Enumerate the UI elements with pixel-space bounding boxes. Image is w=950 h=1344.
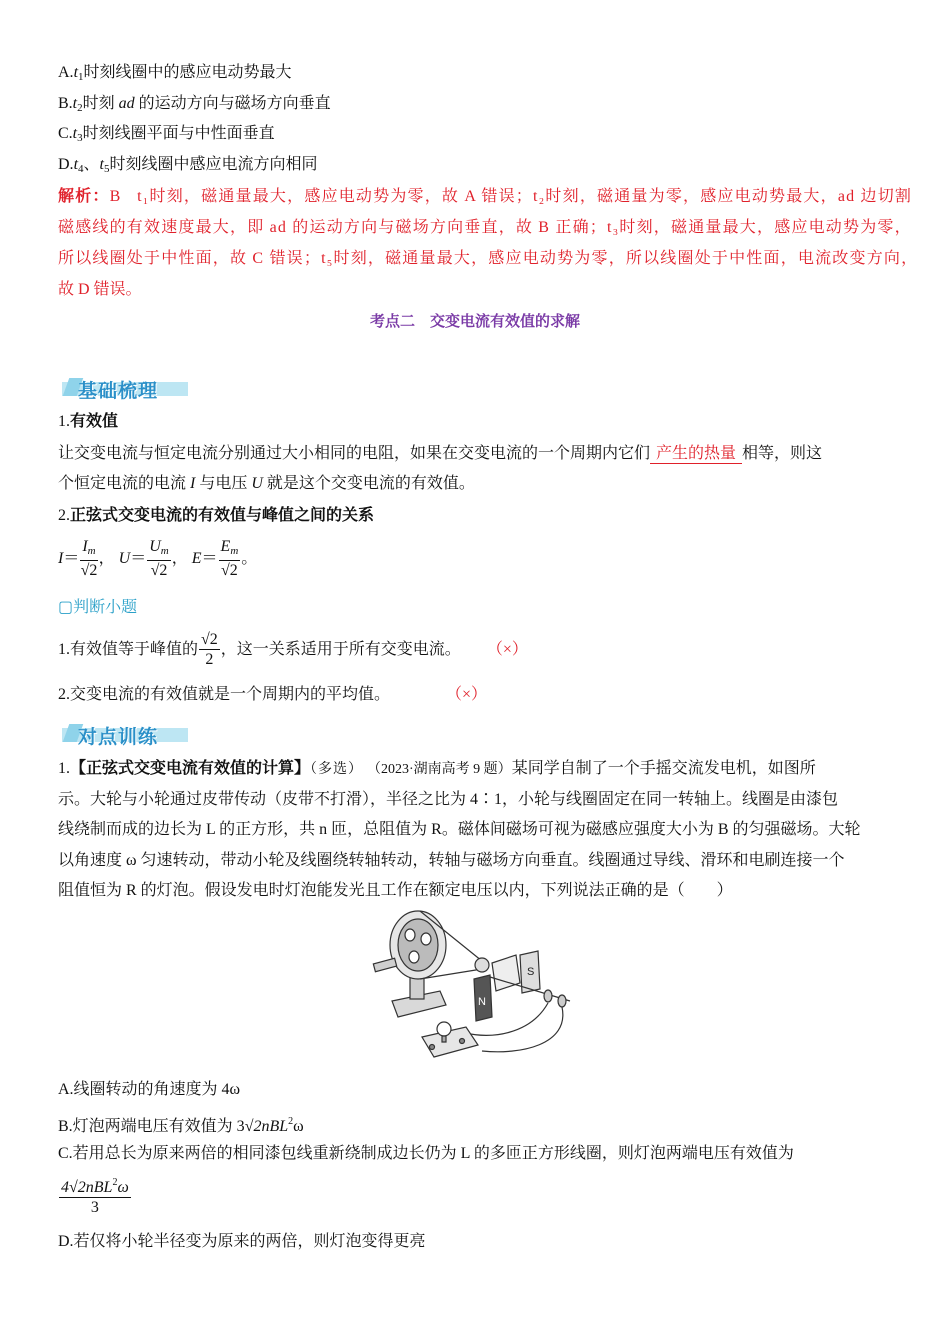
badge-practice: 对点训练 xyxy=(62,722,188,746)
option-c-formula: $\frac{4√2nBL^2\omega}{3}$ xyxy=(58,1174,132,1218)
option-c: C.若用总长为原来两倍的相同漆包线重新绕制成边长仍为 L 的多匝正方形线圈，则灯泡两端电压有效值为 xyxy=(58,1145,794,1162)
option-b: B.灯泡两端电压有效值为 3√2nBL$^2$ω xyxy=(58,1116,304,1135)
judge-q2-mark: （×） xyxy=(454,686,488,703)
coil xyxy=(492,955,520,991)
problem-line-5: 阻值恒为 R 的灯泡。假设发电时灯泡能发光且工作在额定电压以内，下列说法正确的是（ ） xyxy=(58,882,733,899)
item1-heading: 1.有效值 xyxy=(58,413,119,430)
option-a-top: $A.t_1$时刻线圈中的感应电动势最大 xyxy=(58,64,292,83)
generator-figure xyxy=(370,905,585,1065)
judge-title: ▢判断小题 xyxy=(58,599,138,616)
analysis-answer: B xyxy=(109,188,122,205)
analysis-line-3: 所以线圈处于中性面，故 C 错误；t₅时刻，磁通量最大，感应电动势为零，所以线圈处于中性面，电流改变方向， xyxy=(58,250,919,267)
judge-q1: 1.有效值等于峰值的 $\frac{√2}{2}$ ，这一关系适用于所有交变电流。 （×） xyxy=(58,630,528,668)
analysis-line-2: 磁感线的有效速度最大，即 ad 的运动方向与磁场方向垂直，故 B 正确；t₃时刻，磁通量最大，感应电动势为零， xyxy=(58,219,912,236)
analysis-line-1: 解析：B t₁时刻，磁通量最大，感应电动势为零，故 A 错误；t₂时刻，磁通量为零，感应电动势最大，ad 边切割 xyxy=(58,188,913,205)
option-c-top: $C.t_3$时刻线圈平面与中性面垂直 xyxy=(58,125,275,144)
crank-handle xyxy=(373,958,396,971)
option-d: D.若仅将小轮半径变为原来的两倍，则灯泡变得更亮 xyxy=(58,1233,426,1250)
item2-heading: 2.正弦式交变电流的有效值与峰值之间的关系 xyxy=(58,507,375,524)
option-b-top: $B.t_2$时刻 ad 的运动方向与磁场方向垂直 xyxy=(58,95,331,114)
problem-line-4: 以角速度 ω 匀速转动，带动小轮及线圈绕转轴转动，转轴与磁场方向垂直。线圈通过导线、滑环和电刷连接一个 xyxy=(58,852,845,869)
item1-para-line-2: 个恒定电流的电流 I 与电压 U 就是这个交变电流的有效值。 xyxy=(58,475,475,492)
item2-formula: I＝ $\frac{I_m}{√2}$ ， U＝ $\frac{U_m}{√2}$ ， E＝ $\frac{E_m}{√2}$ 。 xyxy=(58,537,258,579)
svg-text:N: N xyxy=(478,996,486,1008)
item1-para-line-1: 让交变电流与恒定电流分别通过大小相同的电阻，如果在交变电流的一个周期内它们 产生的热量 相等，则这 xyxy=(58,445,823,462)
analysis-line-4: 故 D 错误。 xyxy=(58,281,142,298)
problem-line-2: 示。大轮与小轮通过皮带传动（皮带不打滑），半径之比为 4∶1，小轮与线圈固定在同一转轴上。线圈是由漆包 xyxy=(58,791,839,808)
judge-q1-mark: （×） xyxy=(486,641,528,658)
lamp-bulb xyxy=(437,1022,451,1036)
small-wheel xyxy=(475,958,489,972)
badge-basics: 基础梳理 xyxy=(62,376,188,400)
option-d-top: $D.t_4$、$t_5$时刻线圈中感应电流方向相同 xyxy=(58,156,318,175)
svg-text:S: S xyxy=(527,966,535,978)
problem-line-1: 1.【正弦式交变电流有效值的计算】（多选） （2023·湖南高考 9 题）某同学自制了一个手摇交流发电机，如图所 xyxy=(58,760,816,777)
option-a: A.线圈转动的角速度为 4ω xyxy=(58,1081,241,1098)
analysis-label: 解析： xyxy=(58,188,110,205)
section-title: 考点二 交变电流有效值的求解 xyxy=(369,313,580,330)
judge-q2: 2.交变电流的有效值就是一个周期内的平均值。 （×） xyxy=(58,686,488,703)
blank-answer: 产生的热量 xyxy=(650,445,742,464)
problem-line-3: 线绕制而成的边长为 L 的正方形，共 n 匝，总阻值为 R。磁体间磁场可视为磁感应强度大小为 B 的匀强磁场。大轮 xyxy=(58,821,861,838)
